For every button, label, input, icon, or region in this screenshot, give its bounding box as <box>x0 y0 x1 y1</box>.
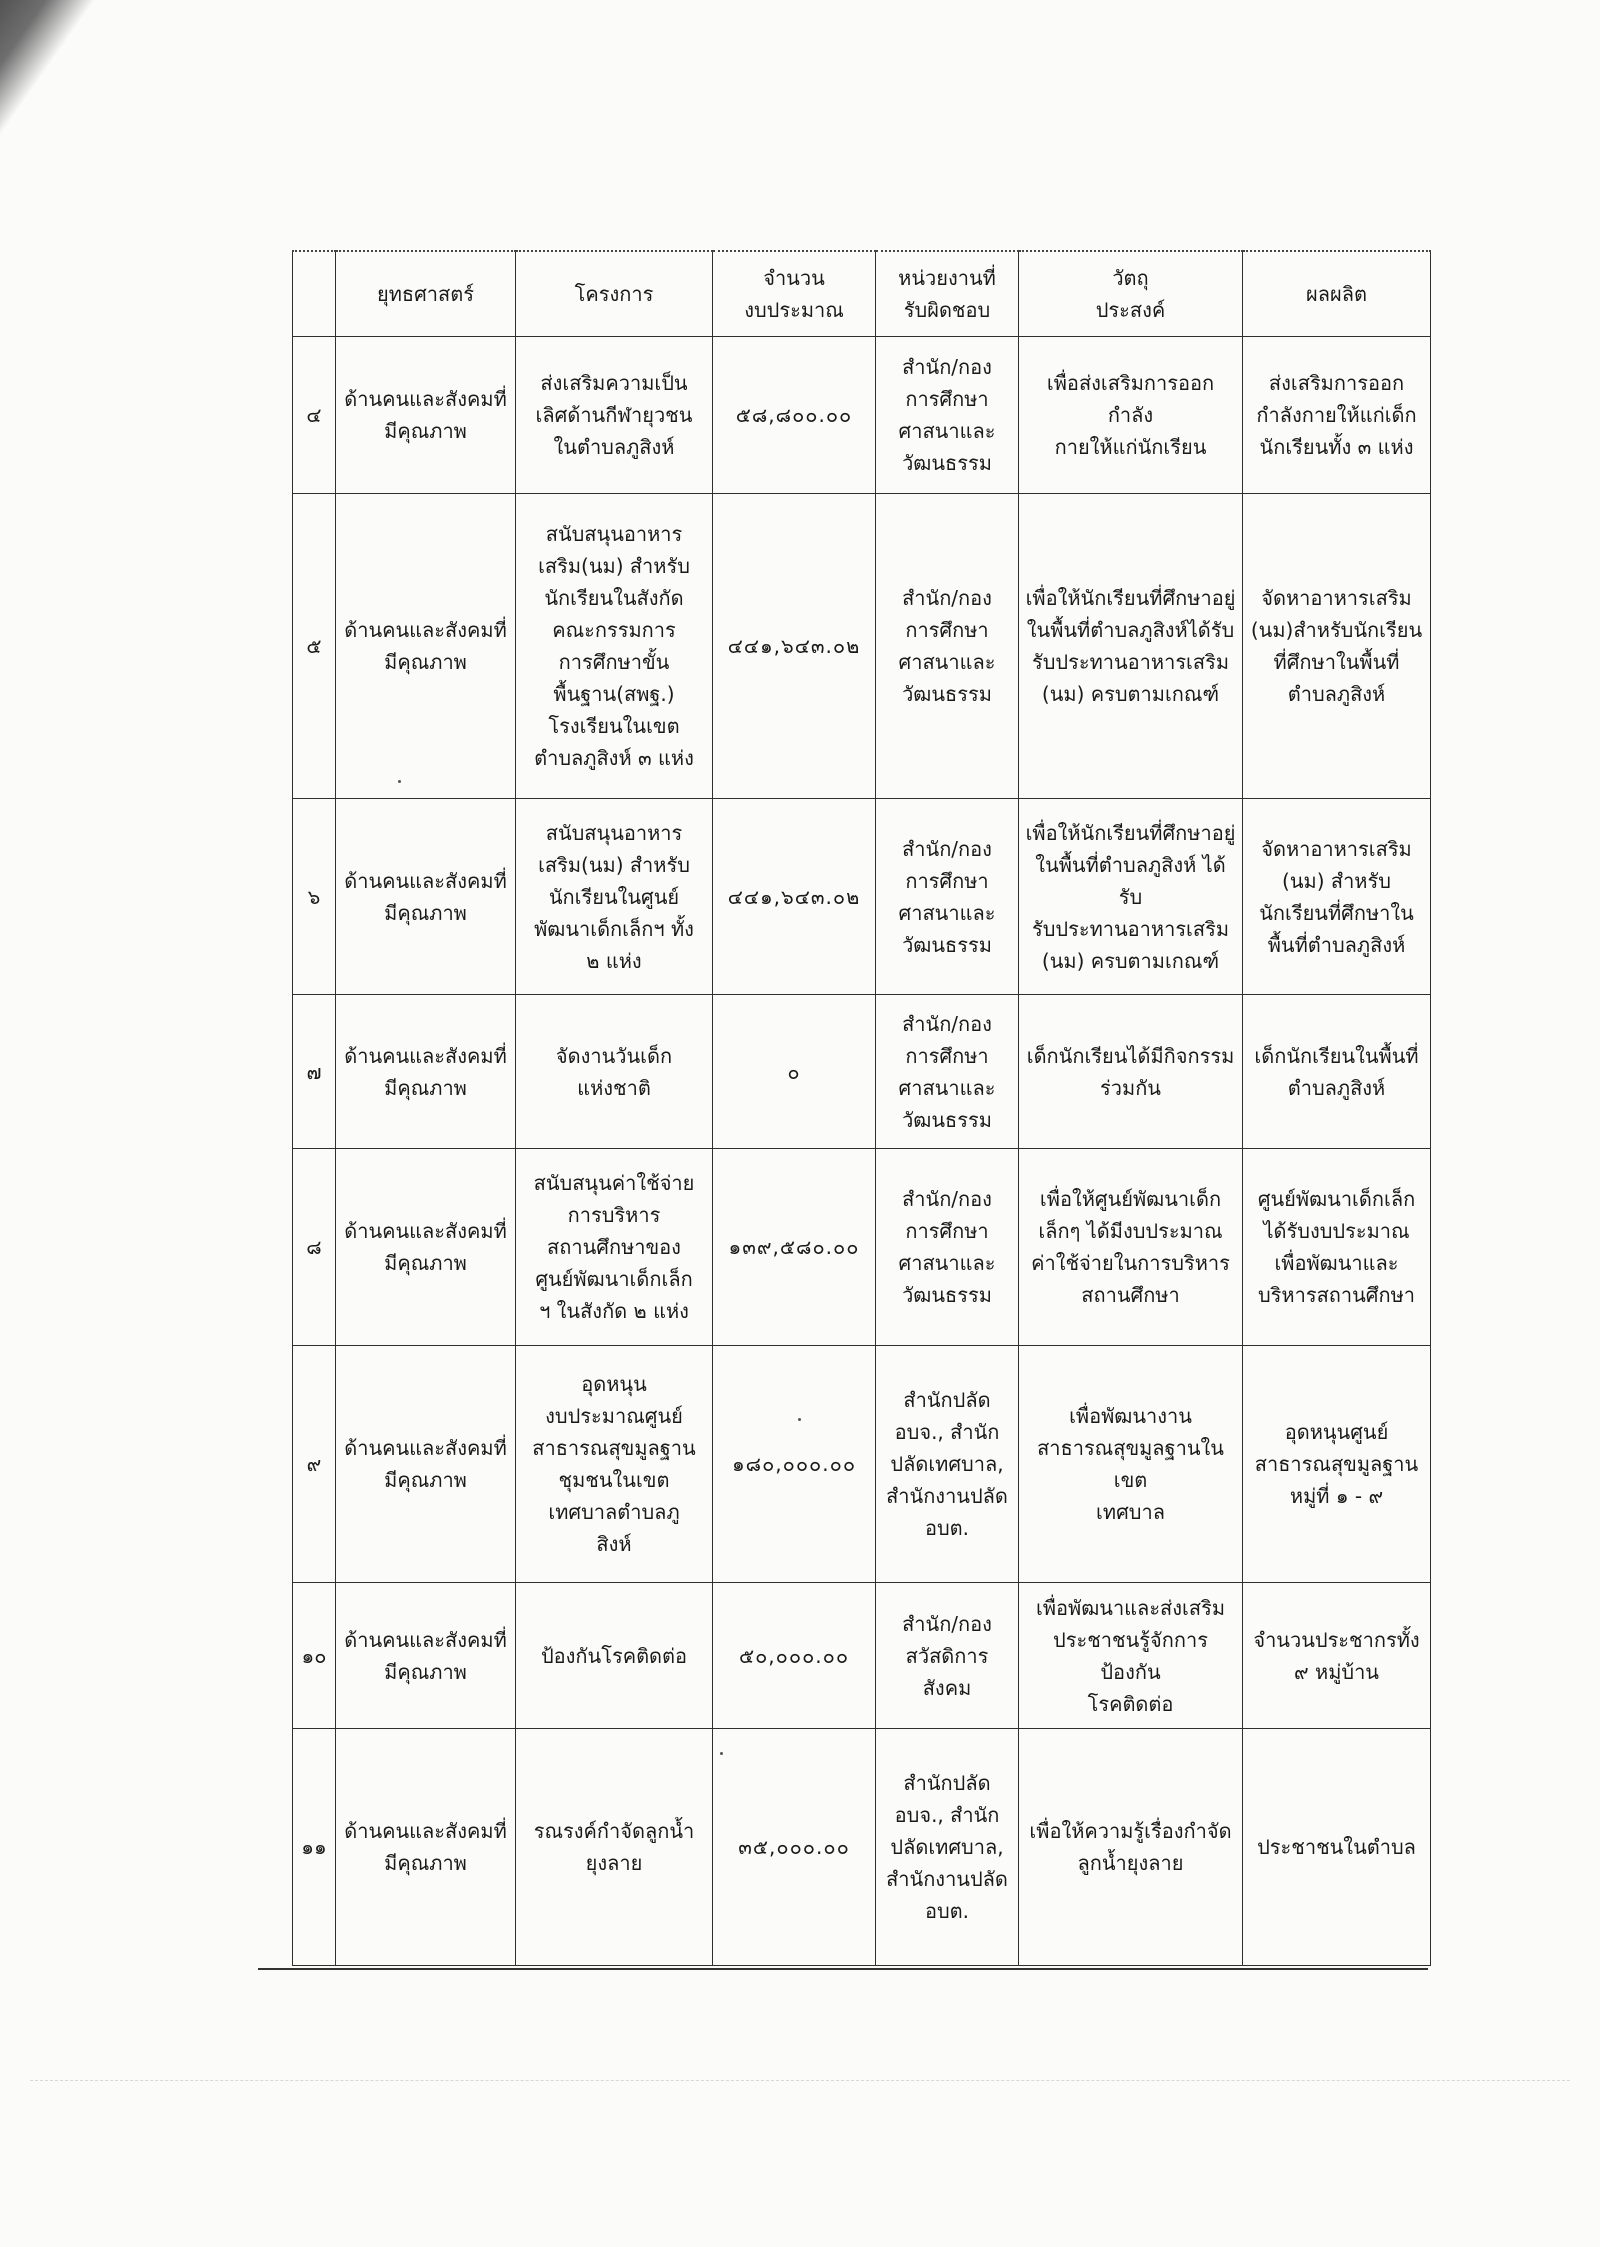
row-strategy: ด้านคนและสังคมที่ มีคุณภาพ <box>336 799 516 995</box>
row-budget: ๓๕,๐๐๐.๐๐ <box>713 1729 876 1966</box>
row-objective: เพื่อให้นักเรียนที่ศึกษาอยู่ ในพื้นที่ตำบลภูสิงห์ได้รับ รับประทานอาหารเสริม (นม) ครบตามเกณฑ์ <box>1019 494 1243 799</box>
row-budget: ๔๔๑,๖๔๓.๐๒ <box>713 494 876 799</box>
row-output: ศูนย์พัฒนาเด็กเล็ก ได้รับงบประมาณ เพื่อพัฒนาและ บริหารสถานศึกษา <box>1243 1149 1431 1346</box>
row-project: รณรงค์กำจัดลูกน้ำ ยุงลาย <box>516 1729 713 1966</box>
row-objective: เด็กนักเรียนได้มีกิจกรรม ร่วมกัน <box>1019 995 1243 1149</box>
scan-fold-line <box>30 2080 1570 2081</box>
row-responsible: สำนัก/กอง การศึกษา ศาสนาและ วัฒนธรรม <box>876 494 1019 799</box>
table-header-row <box>293 251 1431 337</box>
row-index: ๖ <box>293 799 336 995</box>
row-strategy: ด้านคนและสังคมที่ มีคุณภาพ <box>336 1149 516 1346</box>
header-objective: วัตถุ ประสงค์ <box>1019 251 1243 337</box>
table-row <box>293 494 1431 799</box>
scan-speck <box>720 1752 723 1755</box>
row-output: อุดหนุนศูนย์ สาธารณสุขมูลฐาน หมู่ที่ ๑ - ๙ <box>1243 1346 1431 1583</box>
row-index: ๘ <box>293 1149 336 1346</box>
row-output: เด็กนักเรียนในพื้นที่ ตำบลภูสิงห์ <box>1243 995 1431 1149</box>
row-project: ส่งเสริมความเป็น เลิศด้านกีฬายุวชน ในตำบลภูสิงห์ <box>516 337 713 494</box>
row-index: ๑๑ <box>293 1729 336 1966</box>
row-objective: เพื่อพัฒนางาน สาธารณสุขมูลฐานในเขต เทศบาล <box>1019 1346 1243 1583</box>
table-row <box>293 337 1431 494</box>
row-objective: เพื่อให้นักเรียนที่ศึกษาอยู่ ในพื้นที่ตำบลภูสิงห์ ได้รับ รับประทานอาหารเสริม (นม) ครบตามเกณฑ์ <box>1019 799 1243 995</box>
row-budget: ๑๘๐,๐๐๐.๐๐ <box>713 1346 876 1583</box>
row-index: ๙ <box>293 1346 336 1583</box>
row-responsible: สำนัก/กอง สวัสดิการสังคม <box>876 1583 1019 1729</box>
row-strategy: ด้านคนและสังคมที่ มีคุณภาพ <box>336 1729 516 1966</box>
table-row <box>293 1149 1431 1346</box>
row-responsible: สำนัก/กอง การศึกษา ศาสนาและ วัฒนธรรม <box>876 337 1019 494</box>
row-strategy: ด้านคนและสังคมที่ มีคุณภาพ <box>336 995 516 1149</box>
row-budget: ๕๘,๘๐๐.๐๐ <box>713 337 876 494</box>
row-project: จัดงานวันเด็ก แห่งชาติ <box>516 995 713 1149</box>
row-project: ป้องกันโรคติดต่อ <box>516 1583 713 1729</box>
row-objective: เพื่อให้ความรู้เรื่องกำจัด ลูกน้ำยุงลาย <box>1019 1729 1243 1966</box>
row-index: ๔ <box>293 337 336 494</box>
row-strategy: ด้านคนและสังคมที่ มีคุณภาพ <box>336 1346 516 1583</box>
header-index <box>293 251 336 337</box>
scan-corner-shadow <box>0 0 105 166</box>
scan-speck <box>798 1418 801 1421</box>
row-output: จำนวนประชากรทั้ง ๙ หมู่บ้าน <box>1243 1583 1431 1729</box>
row-project: สนับสนุนอาหาร เสริม(นม) สำหรับ นักเรียนในสังกัด คณะกรรมการ การศึกษาขั้น พื้นฐาน(สพฐ.) โรงเรียนในเขต ตำบลภูสิงห์ ๓ แห่ง <box>516 494 713 799</box>
row-budget: ๑๓๙,๕๘๐.๐๐ <box>713 1149 876 1346</box>
row-strategy: ด้านคนและสังคมที่ มีคุณภาพ <box>336 1583 516 1729</box>
header-responsible: หน่วยงานที่ รับผิดชอบ <box>876 251 1019 337</box>
row-index: ๑๐ <box>293 1583 336 1729</box>
row-output: จัดหาอาหารเสริม (นม) สำหรับ นักเรียนที่ศึกษาใน พื้นที่ตำบลภูสิงห์ <box>1243 799 1431 995</box>
table-row <box>293 995 1431 1149</box>
row-responsible: สำนักปลัด อบจ., สำนัก ปลัดเทศบาล, สำนักงานปลัด อบต. <box>876 1346 1019 1583</box>
row-strategy: ด้านคนและสังคมที่ มีคุณภาพ <box>336 337 516 494</box>
table-row <box>293 1583 1431 1729</box>
header-strategy: ยุทธศาสตร์ <box>336 251 516 337</box>
row-project: สนับสนุนค่าใช้จ่าย การบริหาร สถานศึกษาของ ศูนย์พัฒนาเด็กเล็ก ฯ ในสังกัด ๒ แห่ง <box>516 1149 713 1346</box>
row-output: ส่งเสริมการออก กำลังกายให้แก่เด็ก นักเรียนทั้ง ๓ แห่ง <box>1243 337 1431 494</box>
row-project: สนับสนุนอาหาร เสริม(นม) สำหรับ นักเรียนในศูนย์ พัฒนาเด็กเล็กฯ ทั้ง ๒ แห่ง <box>516 799 713 995</box>
row-output: ประชาชนในตำบล <box>1243 1729 1431 1966</box>
row-responsible: สำนัก/กอง การศึกษา ศาสนาและ วัฒนธรรม <box>876 799 1019 995</box>
table-row <box>293 799 1431 995</box>
row-strategy: ด้านคนและสังคมที่ มีคุณภาพ <box>336 494 516 799</box>
header-budget: จำนวน งบประมาณ <box>713 251 876 337</box>
row-responsible: สำนักปลัด อบจ., สำนัก ปลัดเทศบาล, สำนักงานปลัด อบต. <box>876 1729 1019 1966</box>
row-project: อุดหนุน งบประมาณศูนย์ สาธารณสุขมูลฐาน ชุมชนในเขต เทศบาลตำบลภู สิงห์ <box>516 1346 713 1583</box>
table-row <box>293 1729 1431 1966</box>
header-project: โครงการ <box>516 251 713 337</box>
header-output: ผลผลิต <box>1243 251 1431 337</box>
row-output: จัดหาอาหารเสริม (นม)สำหรับนักเรียน ที่ศึกษาในพื้นที่ ตำบลภูสิงห์ <box>1243 494 1431 799</box>
row-objective: เพื่อพัฒนาและส่งเสริม ประชาชนรู้จักการป้องกัน โรคติดต่อ <box>1019 1583 1243 1729</box>
row-budget: ๐ <box>713 995 876 1149</box>
row-index: ๕ <box>293 494 336 799</box>
row-objective: เพื่อให้ศูนย์พัฒนาเด็ก เล็กๆ ได้มีงบประมาณ ค่าใช้จ่ายในการบริหาร สถานศึกษา <box>1019 1149 1243 1346</box>
row-responsible: สำนัก/กอง การศึกษา ศาสนาและ วัฒนธรรม <box>876 995 1019 1149</box>
table-row <box>293 1346 1431 1583</box>
row-index: ๗ <box>293 995 336 1149</box>
budget-project-table <box>292 250 1431 1966</box>
row-responsible: สำนัก/กอง การศึกษา ศาสนาและ วัฒนธรรม <box>876 1149 1019 1346</box>
table-bottom-rule <box>258 1968 1428 1970</box>
scan-speck <box>398 780 401 783</box>
row-budget: ๕๐,๐๐๐.๐๐ <box>713 1583 876 1729</box>
row-objective: เพื่อส่งเสริมการออกกำลัง กายให้แก่นักเรียน <box>1019 337 1243 494</box>
row-budget: ๔๔๑,๖๔๓.๐๒ <box>713 799 876 995</box>
